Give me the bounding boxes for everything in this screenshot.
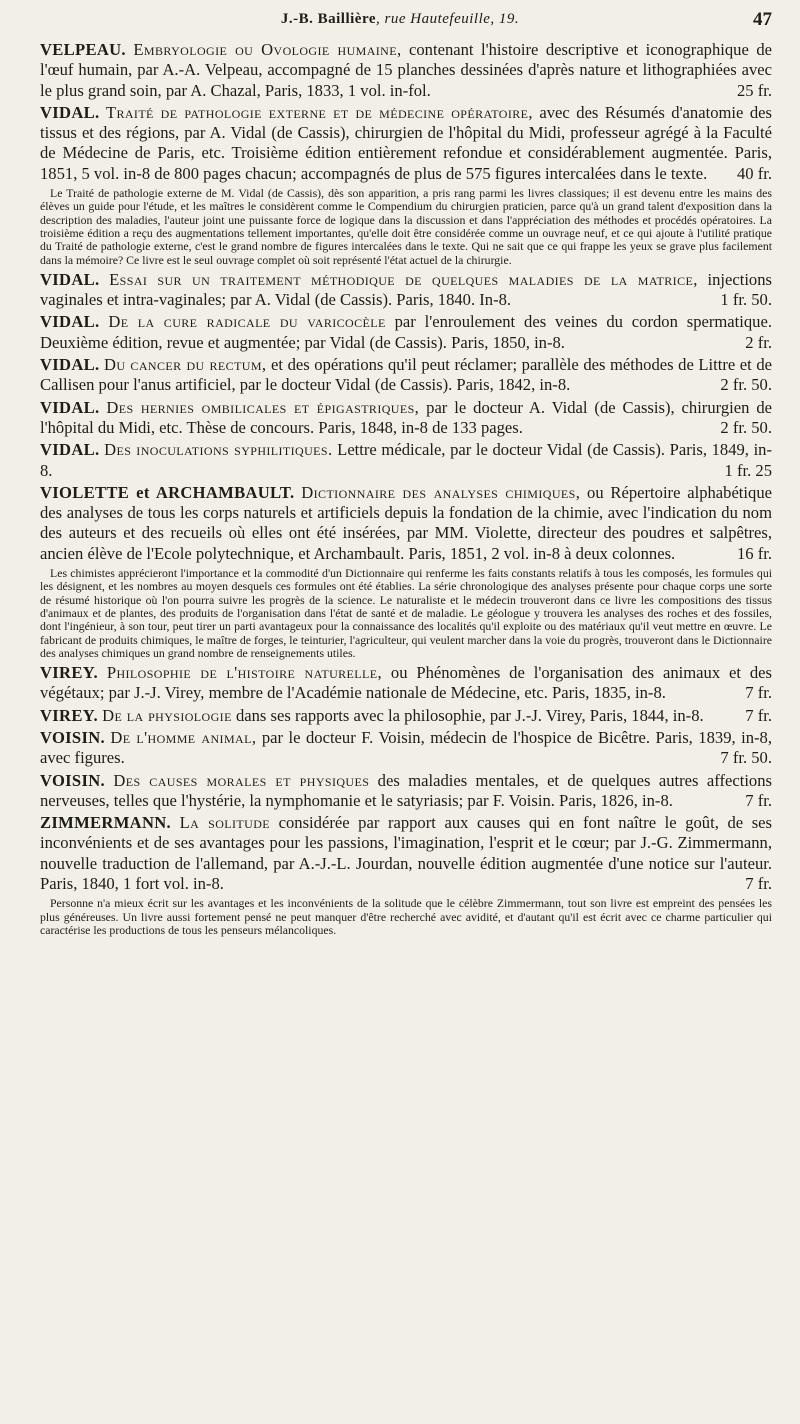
author-name: VIREY.	[40, 663, 98, 683]
work-title: Essai sur un traitement méthodique de quelques maladies de la matrice,	[109, 269, 698, 289]
running-head	[0, 11, 800, 28]
entry-body	[40, 813, 772, 894]
entry-description: ou Répertoire alphabétique des analyses de tous les corps naturels et artificiels depuis la fondation de la chimie, avec l'indication du nom des auteurs et des recueils où elles ont été insérées, par MM. Violette, directeur des poudres et salpêtres, ancien élève de l'Ecole polytechnique, et Archambault. Paris, 1851, 2 vol. in-8 à deux colonnes.	[40, 482, 772, 563]
work-title: Embryologie ou Ovologie humaine,	[133, 40, 402, 59]
running-header	[0, 11, 800, 33]
entry-body	[40, 663, 772, 704]
entry-description: dans ses rapports avec la philosophie, par J.-J. Virey, Paris, 1844, in-8.	[231, 705, 704, 725]
entry-body	[40, 706, 772, 726]
entry-body	[40, 398, 772, 439]
work-title: Traité de pathologie externe et de médecine opératoire,	[105, 102, 533, 122]
entry-body	[40, 440, 772, 481]
catalogue-entries	[40, 40, 772, 940]
catalogue-entry	[40, 40, 772, 101]
price: 7 fr.	[745, 683, 772, 703]
author-name: VIDAL.	[40, 355, 100, 375]
author-name: ZIMMERMANN.	[40, 813, 171, 833]
author-name: VIDAL.	[40, 397, 100, 417]
page-number: 47	[753, 9, 772, 30]
entry-description: injections vaginales et intra-vaginales; par A. Vidal (de Cassis). Paris, 1840. In-8.	[40, 269, 772, 310]
entry-description: considérée par rapport aux causes qui en font naître le goût, de ses inconvénients et de ses avantages pour les passions, l'imagination, l'esprit et le cœur; par J.-G. Zimmermann, nouvelle traduction de l'allemand, par A.-J.-L. Jourdan, nouvelle édition augmentée d'une notice sur l'auteur. Paris, 1840, 1 fort vol. in-8.	[40, 813, 772, 894]
price: 25 fr.	[736, 80, 772, 100]
author-name: VIDAL.	[40, 440, 100, 460]
entry-body	[40, 40, 772, 101]
publisher-name: Baillière	[317, 11, 376, 27]
running-head-prefix: J.-B.	[280, 11, 318, 27]
catalogue-entry	[40, 398, 772, 439]
entry-description: par le docteur F. Voisin, médecin de l'hospice de Bicêtre. Paris, 1839, in-8, avec figures.	[40, 727, 772, 768]
entry-note: Personne n'a mieux écrit sur les avantages et les inconvénients de la solitude que le célèbre Zimmermann, tout son livre est empreint des pensées les plus généreuses. Un livre aussi fortement pensé ne peut manquer d'être recherché avec avidité, et d'autant qu'il est écrit avec ce charme particulier qui caractérise les productions de tous les penseurs mélancoliques.	[40, 896, 772, 937]
catalogue-entry	[40, 355, 772, 396]
author-name: VIDAL.	[40, 312, 100, 332]
entry-body	[40, 270, 772, 311]
work-title: De l'homme animal,	[110, 727, 257, 747]
work-title: Philosophie de l'histoire naturelle,	[106, 663, 383, 683]
author-name: VELPEAU.	[40, 40, 126, 59]
entry-body	[40, 355, 772, 396]
author-name: VIOLETTE et ARCHAMBAULT.	[40, 482, 295, 502]
catalogue-entry	[40, 663, 772, 704]
work-title: La solitude	[179, 813, 271, 833]
catalogue-entry	[40, 706, 772, 726]
catalogue-entry	[40, 440, 772, 481]
entry-description: ou Phénomènes de l'organisation des animaux et des végétaux; par J.-J. Virey, membre de l'Académie nationale de Médecine, etc. Paris, 1835, in-8.	[40, 663, 772, 703]
entry-description: avec des Résumés d'anatomie des tissus et des régions, par A. Vidal (de Cassis), chirurgien de l'hôpital du Midi, professeur agrégé à la Faculté de Médecine de Paris, etc. Troisième édition entièrement refondue et considérablement augmentée. Paris, 1851, 5 vol. in-8 de 800 pages chacun; accompagnés de plus de 575 figures intercalées dans le texte.	[40, 102, 772, 183]
entry-body	[40, 312, 772, 353]
price: 7 fr.	[745, 874, 772, 894]
price: 2 fr. 50.	[720, 375, 772, 395]
entry-note: Les chimistes apprécieront l'importance et la commodité d'un Dictionnaire qui renferme les faits constants relatifs à tous les composés, les formules qui les désignent, et les nombres au moyen desquels ces formules ont été établies. La série chronologique des analyses présente pour chaque corps une sorte de résumé historique où l'on pourra suivre les progrès de la science. Le naturaliste et le médecin trouveront dans ce livre les compositions des tissus d'animaux et de plantes, des produits de l'organisation dans l'état de santé et de maladie. Le géologue y trouvera les analyses des roches et des fossiles, dont l'ingénieur, à son tour, peut tirer un parti avantageux pour la connaissance des localités qu'il exploite ou des matériaux qu'il veut mettre en œuvre. Le fabricant de produits chimiques, le maître de forges, le teinturier, l'agriculteur, qui veulent marcher dans la voie du progrès, trouveront dans le Dictionnaire des analyses chimiques un grand nombre de renseignements utiles.	[40, 566, 772, 660]
price: 40 fr.	[736, 163, 772, 183]
price: 1 fr. 50.	[720, 290, 772, 310]
author-name: VIDAL.	[40, 269, 100, 289]
entry-description: par l'enroulement des veines du cordon spermatique. Deuxième édition, revue et augmentée; par Vidal (de Cassis). Paris, 1850, in-8.	[40, 312, 772, 352]
author-name: VOISIN.	[40, 727, 105, 747]
entry-body	[40, 771, 772, 812]
price: 7 fr.	[745, 790, 772, 810]
work-title: Des hernies ombilicales et épigastriques,	[106, 397, 420, 417]
work-title: De la cure radicale du varicocèle	[108, 312, 386, 332]
catalogue-entry	[40, 483, 772, 660]
author-name: VIREY.	[40, 705, 98, 725]
entry-body	[40, 103, 772, 184]
entry-description: des maladies mentales, et de quelques autres affections nerveuses, telles que l'hystérie, la nymphomanie et le satyriasis; par F. Voisin. Paris, 1826, in-8.	[40, 770, 772, 810]
author-name: VIDAL.	[40, 102, 100, 122]
entry-description: contenant l'histoire descriptive et iconographique de l'œuf humain, par A.-A. Velpeau, accompagné de 15 planches dessinées d'après nature et lithographiées avec le plus grand soin, par A. Chazal, Paris, 1833, 1 vol. in-fol.	[40, 40, 772, 100]
work-title: Des causes morales et physiques	[113, 770, 370, 790]
catalogue-entry	[40, 103, 772, 267]
catalogue-entry	[40, 813, 772, 937]
work-title: Du cancer du rectum,	[104, 355, 267, 375]
entry-description: par le docteur A. Vidal (de Cassis), chirurgien de l'hôpital du Midi, etc. Thèse de concours. Paris, 1848, in-8 de 133 pages.	[40, 397, 773, 437]
catalogue-entry	[40, 728, 772, 769]
price: 16 fr.	[736, 543, 772, 563]
price: 2 fr.	[745, 332, 772, 352]
price: 1 fr. 25	[724, 460, 772, 480]
work-title: De la physiologie	[102, 705, 232, 725]
work-title: Des inoculations syphilitiques.	[104, 440, 333, 460]
entry-body	[40, 483, 772, 564]
entry-body	[40, 728, 772, 769]
price: 7 fr. 50.	[720, 748, 772, 768]
entry-description: Lettre médicale, par le docteur Vidal (de Cassis). Paris, 1849, in-8.	[40, 440, 773, 480]
price: 7 fr.	[745, 705, 772, 725]
catalogue-entry	[40, 270, 772, 311]
entry-description: et des opérations qu'il peut réclamer; parallèle des méthodes de Littre et de Callisen pour l'anus artificiel, par le docteur Vidal (de Cassis). Paris, 1842, in-8.	[40, 355, 772, 395]
author-name: VOISIN.	[40, 770, 105, 790]
publisher-address: , rue Hautefeuille, 19.	[376, 11, 520, 27]
catalogue-entry	[40, 771, 772, 812]
entry-note: Le Traité de pathologie externe de M. Vidal (de Cassis), dès son apparition, a pris rang parmi les livres classiques; il est devenu entre les mains des élèves un guide pour l'étude, et les maîtres le considèrent comme le Compendium du chirurgien praticien, parce qu'à un grand talent d'exposition dans la description des maladies, l'auteur joint une puissante force de logique dans la discussion et dans l'appréciation des méthodes et procédés opératoires. La troisième édition a reçu des augmentations tellement importantes, qu'elle doit être considérée comme un ouvrage neuf, et ce qui ajoute à l'utilité pratique du Traité de pathologie externe, c'est le grand nombre de figures intercalées dans le texte. Qui ne sait que ce qui frappe les yeux se grave plus facilement dans la mémoire? Ce livre est le seul ouvrage complet où soit représenté l'état actuel de la chirurgie.	[40, 186, 772, 267]
price: 2 fr. 50.	[720, 417, 772, 437]
catalogue-entry	[40, 312, 772, 353]
work-title: Dictionnaire des analyses chimiques,	[301, 482, 581, 502]
